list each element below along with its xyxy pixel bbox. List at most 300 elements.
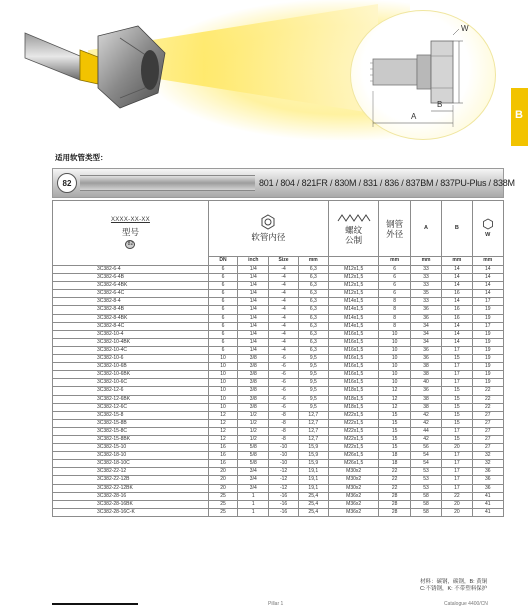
table-cell: 17 <box>442 452 472 460</box>
table-cell: 18 <box>379 460 410 468</box>
table-cell: 10 <box>379 338 410 346</box>
part-number-cell: 3C382-22-12B <box>53 476 209 484</box>
table-cell: 1 <box>238 492 269 500</box>
table-cell: 54 <box>410 460 441 468</box>
footer-rule <box>52 603 138 605</box>
table-cell: M18x1,5 <box>328 403 378 411</box>
table-row <box>53 387 504 395</box>
table-cell: 27 <box>472 419 504 427</box>
table-cell: 16 <box>442 314 472 322</box>
table-cell: 25 <box>208 508 237 516</box>
table-cell: 22 <box>472 387 504 395</box>
table-row <box>53 419 504 427</box>
table-cell: 9,5 <box>298 379 328 387</box>
table-cell: 1/4 <box>238 330 269 338</box>
table-cell: 15 <box>379 419 410 427</box>
table-cell: 14 <box>442 282 472 290</box>
col-a-header: A <box>410 201 441 257</box>
table-cell: 5/8 <box>238 444 269 452</box>
table-cell: 20 <box>442 444 472 452</box>
table-cell: 41 <box>472 500 504 508</box>
table-cell: -6 <box>269 355 298 363</box>
table-cell: -6 <box>269 387 298 395</box>
table-cell: 53 <box>410 476 441 484</box>
table-cell: 36 <box>410 346 441 354</box>
table-cell: 18 <box>379 452 410 460</box>
table-row <box>53 500 504 508</box>
table-cell: 6 <box>208 298 237 306</box>
table-cell: M18x1,5 <box>328 395 378 403</box>
table-cell: 40 <box>410 379 441 387</box>
table-cell: M22x1,5 <box>328 411 378 419</box>
table-cell: 17 <box>442 468 472 476</box>
part-number-cell: 3C382-22-12 <box>53 468 209 476</box>
table-cell: 14 <box>472 282 504 290</box>
table-cell: M16x1,5 <box>328 363 378 371</box>
table-cell: 17 <box>442 346 472 354</box>
table-cell: 38 <box>410 371 441 379</box>
table-cell: M12x1,5 <box>328 274 378 282</box>
table-cell: 19,1 <box>298 468 328 476</box>
part-number-cell: 3C382-12-6C <box>53 403 209 411</box>
hose-bore-header <box>208 201 328 257</box>
table-cell: 36 <box>472 476 504 484</box>
table-cell: 15 <box>379 435 410 443</box>
table-cell: 36 <box>410 387 441 395</box>
table-cell: 17 <box>442 476 472 484</box>
table-cell: 33 <box>410 266 441 274</box>
footer-catalog: Catalogue 4400/CN <box>444 601 488 607</box>
table-cell: -6 <box>269 403 298 411</box>
table-cell: 9,5 <box>298 403 328 411</box>
table-cell: 3/8 <box>238 403 269 411</box>
table-row <box>53 282 504 290</box>
table-row <box>53 306 504 314</box>
table-cell: 34 <box>410 330 441 338</box>
table-cell: 8 <box>379 314 410 322</box>
table-row <box>53 411 504 419</box>
table-cell: 8 <box>379 298 410 306</box>
table-cell: -16 <box>269 500 298 508</box>
table-row <box>53 468 504 476</box>
col-w-label: W <box>485 231 491 238</box>
hex-icon <box>482 218 494 230</box>
model-code-pattern: XXXX-XX-XX <box>110 216 150 223</box>
table-cell: -4 <box>269 266 298 274</box>
table-cell: 19 <box>472 306 504 314</box>
table-cell: 12 <box>208 435 237 443</box>
table-row <box>53 298 504 306</box>
table-cell: 1/2 <box>238 411 269 419</box>
table-cell: 16 <box>208 460 237 468</box>
table-cell: -6 <box>269 371 298 379</box>
table-cell: M14x1,5 <box>328 298 378 306</box>
table-cell: M12x1,5 <box>328 266 378 274</box>
table-cell: 16 <box>208 444 237 452</box>
table-cell: M30x2 <box>328 484 378 492</box>
table-cell: 19 <box>472 363 504 371</box>
table-cell: 12 <box>208 411 237 419</box>
table-cell: 10 <box>379 355 410 363</box>
section-tab[interactable] <box>511 88 528 146</box>
table-cell: 12 <box>379 403 410 411</box>
table-cell: 9,5 <box>298 395 328 403</box>
table-cell: 42 <box>410 419 441 427</box>
table-cell: 14 <box>442 338 472 346</box>
table-cell: 10 <box>208 395 237 403</box>
table-cell: -4 <box>269 314 298 322</box>
table-cell: -4 <box>269 322 298 330</box>
table-cell: 1/4 <box>238 298 269 306</box>
table-cell: 6,3 <box>298 266 328 274</box>
table-cell: M14x1,5 <box>328 306 378 314</box>
table-row <box>53 492 504 500</box>
table-cell: 42 <box>410 435 441 443</box>
table-cell: 6,3 <box>298 282 328 290</box>
unit-thread-blank <box>328 257 378 266</box>
table-cell: 22 <box>472 395 504 403</box>
table-cell: 19 <box>472 355 504 363</box>
table-cell: 15 <box>379 427 410 435</box>
table-cell: M22x1,5 <box>328 419 378 427</box>
spec-table <box>52 200 504 517</box>
table-cell: 8 <box>379 306 410 314</box>
table-cell: 1/2 <box>238 427 269 435</box>
table-cell: 22 <box>379 484 410 492</box>
table-cell: 27 <box>472 444 504 452</box>
table-cell: 14 <box>472 266 504 274</box>
table-cell: 19,1 <box>298 476 328 484</box>
table-cell: 6 <box>208 266 237 274</box>
thread-icon <box>337 213 371 223</box>
table-cell: 14 <box>442 322 472 330</box>
table-cell: 17 <box>442 484 472 492</box>
table-cell: 15 <box>379 444 410 452</box>
part-number-cell: 3C382-15-8BK <box>53 435 209 443</box>
table-cell: 22 <box>379 476 410 484</box>
table-cell: M36x2 <box>328 508 378 516</box>
table-cell: 10 <box>208 363 237 371</box>
hose-strip-image <box>80 175 255 191</box>
table-cell: -4 <box>269 330 298 338</box>
table-cell: 36 <box>472 468 504 476</box>
material-note <box>420 579 487 593</box>
table-cell: 16 <box>442 306 472 314</box>
table-cell: 17 <box>442 427 472 435</box>
unit-mm-a: mm <box>410 257 441 266</box>
table-cell: 20 <box>208 484 237 492</box>
part-number-cell: 3C382-10-4 <box>53 330 209 338</box>
table-cell: 56 <box>410 444 441 452</box>
table-cell: 9,5 <box>298 371 328 379</box>
table-cell: 41 <box>472 508 504 516</box>
table-cell: 6,3 <box>298 290 328 298</box>
table-cell: 5/8 <box>238 452 269 460</box>
table-cell: 6 <box>208 306 237 314</box>
table-cell: 12 <box>208 419 237 427</box>
table-cell: 58 <box>410 508 441 516</box>
part-number-cell: 3C382-28-16C-K <box>53 508 209 516</box>
table-cell: 38 <box>410 395 441 403</box>
table-cell: 15 <box>442 387 472 395</box>
table-cell: M16x1,5 <box>328 346 378 354</box>
model-badge <box>125 240 135 249</box>
table-cell: 6,3 <box>298 338 328 346</box>
table-cell: 9,5 <box>298 355 328 363</box>
table-cell: 6 <box>379 274 410 282</box>
table-cell: M18x1,5 <box>328 387 378 395</box>
part-number-cell: 3C382-10-4BK <box>53 338 209 346</box>
table-cell: M16x1,5 <box>328 355 378 363</box>
table-cell: 17 <box>442 363 472 371</box>
table-cell: -10 <box>269 460 298 468</box>
part-number-cell: 3C382-15-8C <box>53 427 209 435</box>
svg-text:A: A <box>411 112 417 121</box>
table-cell: 33 <box>410 274 441 282</box>
table-cell: 20 <box>442 500 472 508</box>
unit-inch: inch <box>238 257 269 266</box>
table-cell: 1/4 <box>238 314 269 322</box>
part-number-cell: 3C382-10-6C <box>53 379 209 387</box>
table-cell: 9,5 <box>298 363 328 371</box>
table-cell: M16x1,5 <box>328 379 378 387</box>
table-cell: 35 <box>410 290 441 298</box>
table-cell: 42 <box>410 411 441 419</box>
table-cell: M16x1,5 <box>328 330 378 338</box>
table-cell: -4 <box>269 338 298 346</box>
table-cell: 53 <box>410 468 441 476</box>
table-cell: 3/4 <box>238 468 269 476</box>
table-cell: 6 <box>208 346 237 354</box>
table-cell: 58 <box>410 500 441 508</box>
unit-size: Size <box>269 257 298 266</box>
table-row <box>53 379 504 387</box>
table-cell: 20 <box>208 468 237 476</box>
table-cell: -8 <box>269 427 298 435</box>
table-cell: -10 <box>269 444 298 452</box>
table-cell: 14 <box>442 330 472 338</box>
table-cell: 15,9 <box>298 460 328 468</box>
tube-label: 钢管 外径 <box>386 218 404 239</box>
table-cell: 53 <box>410 484 441 492</box>
table-cell: M12x1,5 <box>328 290 378 298</box>
table-cell: 16 <box>208 452 237 460</box>
table-cell: 10 <box>208 371 237 379</box>
col-b-header: B <box>442 201 472 257</box>
table-cell: M26x1,5 <box>328 460 378 468</box>
table-cell: 14 <box>472 274 504 282</box>
part-number-cell: 3C382-8-4B <box>53 306 209 314</box>
table-row <box>53 371 504 379</box>
hose-type-label: 适用软管类型： <box>55 153 108 162</box>
table-cell: 17 <box>442 379 472 387</box>
table-cell: 15 <box>442 355 472 363</box>
model-header <box>53 201 209 266</box>
table-cell: 6 <box>208 282 237 290</box>
table-cell: 1/4 <box>238 322 269 330</box>
part-number-cell: 3C382-15-10 <box>53 444 209 452</box>
table-cell: 19,1 <box>298 484 328 492</box>
part-number-cell: 3C382-18-10 <box>53 452 209 460</box>
table-cell: M14x1,5 <box>328 314 378 322</box>
table-row <box>53 322 504 330</box>
table-cell: -4 <box>269 306 298 314</box>
drawing-circle <box>350 10 496 140</box>
unit-mm-w: mm <box>472 257 504 266</box>
table-cell: 6 <box>379 266 410 274</box>
table-cell: 12,7 <box>298 435 328 443</box>
table-cell: 36 <box>472 484 504 492</box>
table-cell: M22x1,5 <box>328 435 378 443</box>
part-number-cell: 3C382-8-4BK <box>53 314 209 322</box>
table-cell: -4 <box>269 290 298 298</box>
table-cell: 58 <box>410 492 441 500</box>
table-cell: -16 <box>269 508 298 516</box>
table-cell: 19 <box>472 330 504 338</box>
table-cell: 14 <box>442 298 472 306</box>
table-cell: -12 <box>269 468 298 476</box>
table-cell: 3/8 <box>238 379 269 387</box>
table-cell: 36 <box>410 355 441 363</box>
table-cell: 33 <box>410 298 441 306</box>
hose-series-bar <box>52 168 515 198</box>
table-cell: 12,7 <box>298 411 328 419</box>
table-cell: 16 <box>442 290 472 298</box>
fitting-render-icon <box>20 8 170 118</box>
table-cell: 17 <box>472 322 504 330</box>
table-cell: 22 <box>472 403 504 411</box>
table-cell: 20 <box>442 508 472 516</box>
table-row <box>53 338 504 346</box>
part-number-cell: 3C382-6-4C <box>53 290 209 298</box>
table-cell: 9,5 <box>298 387 328 395</box>
table-cell: 17 <box>442 371 472 379</box>
table-cell: M16x1,5 <box>328 371 378 379</box>
table-cell: 28 <box>379 492 410 500</box>
table-cell: -4 <box>269 298 298 306</box>
table-cell: 3/4 <box>238 484 269 492</box>
table-cell: -6 <box>269 395 298 403</box>
table-cell: 3/8 <box>238 387 269 395</box>
table-cell: M12x1,5 <box>328 282 378 290</box>
table-cell: 28 <box>379 500 410 508</box>
thread-label: 螺纹 公制 <box>345 224 363 245</box>
unit-mm-b: mm <box>442 257 472 266</box>
table-row <box>53 444 504 452</box>
hose-bore-label: 软管内径 <box>251 231 286 242</box>
table-cell: 6 <box>208 322 237 330</box>
table-cell: 6 <box>208 290 237 298</box>
table-row <box>53 460 504 468</box>
table-cell: 27 <box>472 435 504 443</box>
table-cell: 14 <box>442 274 472 282</box>
table-cell: 15,9 <box>298 452 328 460</box>
table-cell: 38 <box>410 403 441 411</box>
model-badge-dot: 82 <box>125 240 135 249</box>
table-cell: 33 <box>410 282 441 290</box>
table-cell: 1/4 <box>238 306 269 314</box>
table-cell: 14 <box>472 290 504 298</box>
table-cell: 10 <box>208 387 237 395</box>
table-cell: -8 <box>269 419 298 427</box>
table-cell: 20 <box>208 476 237 484</box>
table-cell: 12 <box>379 395 410 403</box>
table-cell: 15 <box>442 435 472 443</box>
thread-header <box>328 201 378 257</box>
table-row <box>53 266 504 274</box>
table-cell: 3/8 <box>238 363 269 371</box>
table-row <box>53 508 504 516</box>
table-cell: 25,4 <box>298 508 328 516</box>
table-cell: M30x2 <box>328 476 378 484</box>
part-number-cell: 3C382-10-6 <box>53 355 209 363</box>
table-cell: M16x1,5 <box>328 338 378 346</box>
part-number-cell: 3C382-12-6 <box>53 387 209 395</box>
table-cell: 3/8 <box>238 355 269 363</box>
table-cell: 41 <box>472 492 504 500</box>
dimension-drawing-icon <box>351 11 497 141</box>
part-number-cell: 3C382-10-6BK <box>53 371 209 379</box>
table-cell: 25,4 <box>298 492 328 500</box>
table-cell: 25 <box>208 500 237 508</box>
table-cell: 25,4 <box>298 500 328 508</box>
table-cell: 6,3 <box>298 314 328 322</box>
unit-mm-tube: mm <box>379 257 410 266</box>
part-number-cell: 3C382-10-6B <box>53 363 209 371</box>
unit-dn: DN <box>208 257 237 266</box>
table-cell: 36 <box>410 314 441 322</box>
section-tab-letter: B <box>515 109 523 121</box>
table-cell: 10 <box>208 403 237 411</box>
table-cell: -8 <box>269 435 298 443</box>
table-cell: 6,3 <box>298 298 328 306</box>
table-cell: 38 <box>410 363 441 371</box>
part-number-cell: 3C382-6-4BK <box>53 282 209 290</box>
table-cell: -8 <box>269 411 298 419</box>
series-badge: 82 <box>57 173 77 193</box>
table-cell: 15 <box>442 419 472 427</box>
table-cell: M36x2 <box>328 492 378 500</box>
table-cell: 15 <box>442 395 472 403</box>
table-cell: M36x2 <box>328 500 378 508</box>
table-row <box>53 290 504 298</box>
table-cell: 6 <box>208 314 237 322</box>
col-w-header <box>472 201 504 257</box>
part-number-cell: 3C382-12-6BK <box>53 395 209 403</box>
part-number-cell: 3C382-6-4 <box>53 266 209 274</box>
table-cell: 17 <box>472 298 504 306</box>
table-cell: 6,3 <box>298 346 328 354</box>
table-row <box>53 476 504 484</box>
table-cell: 28 <box>379 508 410 516</box>
table-cell: 15,9 <box>298 444 328 452</box>
table-cell: -10 <box>269 452 298 460</box>
table-cell: 10 <box>379 371 410 379</box>
table-row <box>53 346 504 354</box>
table-cell: 6,3 <box>298 330 328 338</box>
table-cell: 32 <box>472 452 504 460</box>
table-row <box>53 314 504 322</box>
table-cell: 15 <box>442 403 472 411</box>
part-number-cell: 3C382-8-4 <box>53 298 209 306</box>
table-row <box>53 274 504 282</box>
material-note-line2: C:不锈钢，K: 不带塑料保护 <box>420 586 488 592</box>
part-number-cell: 3C382-6-4B <box>53 274 209 282</box>
table-cell: 19 <box>472 314 504 322</box>
table-cell: 14 <box>442 266 472 274</box>
table-cell: 1 <box>238 500 269 508</box>
table-cell: -12 <box>269 476 298 484</box>
